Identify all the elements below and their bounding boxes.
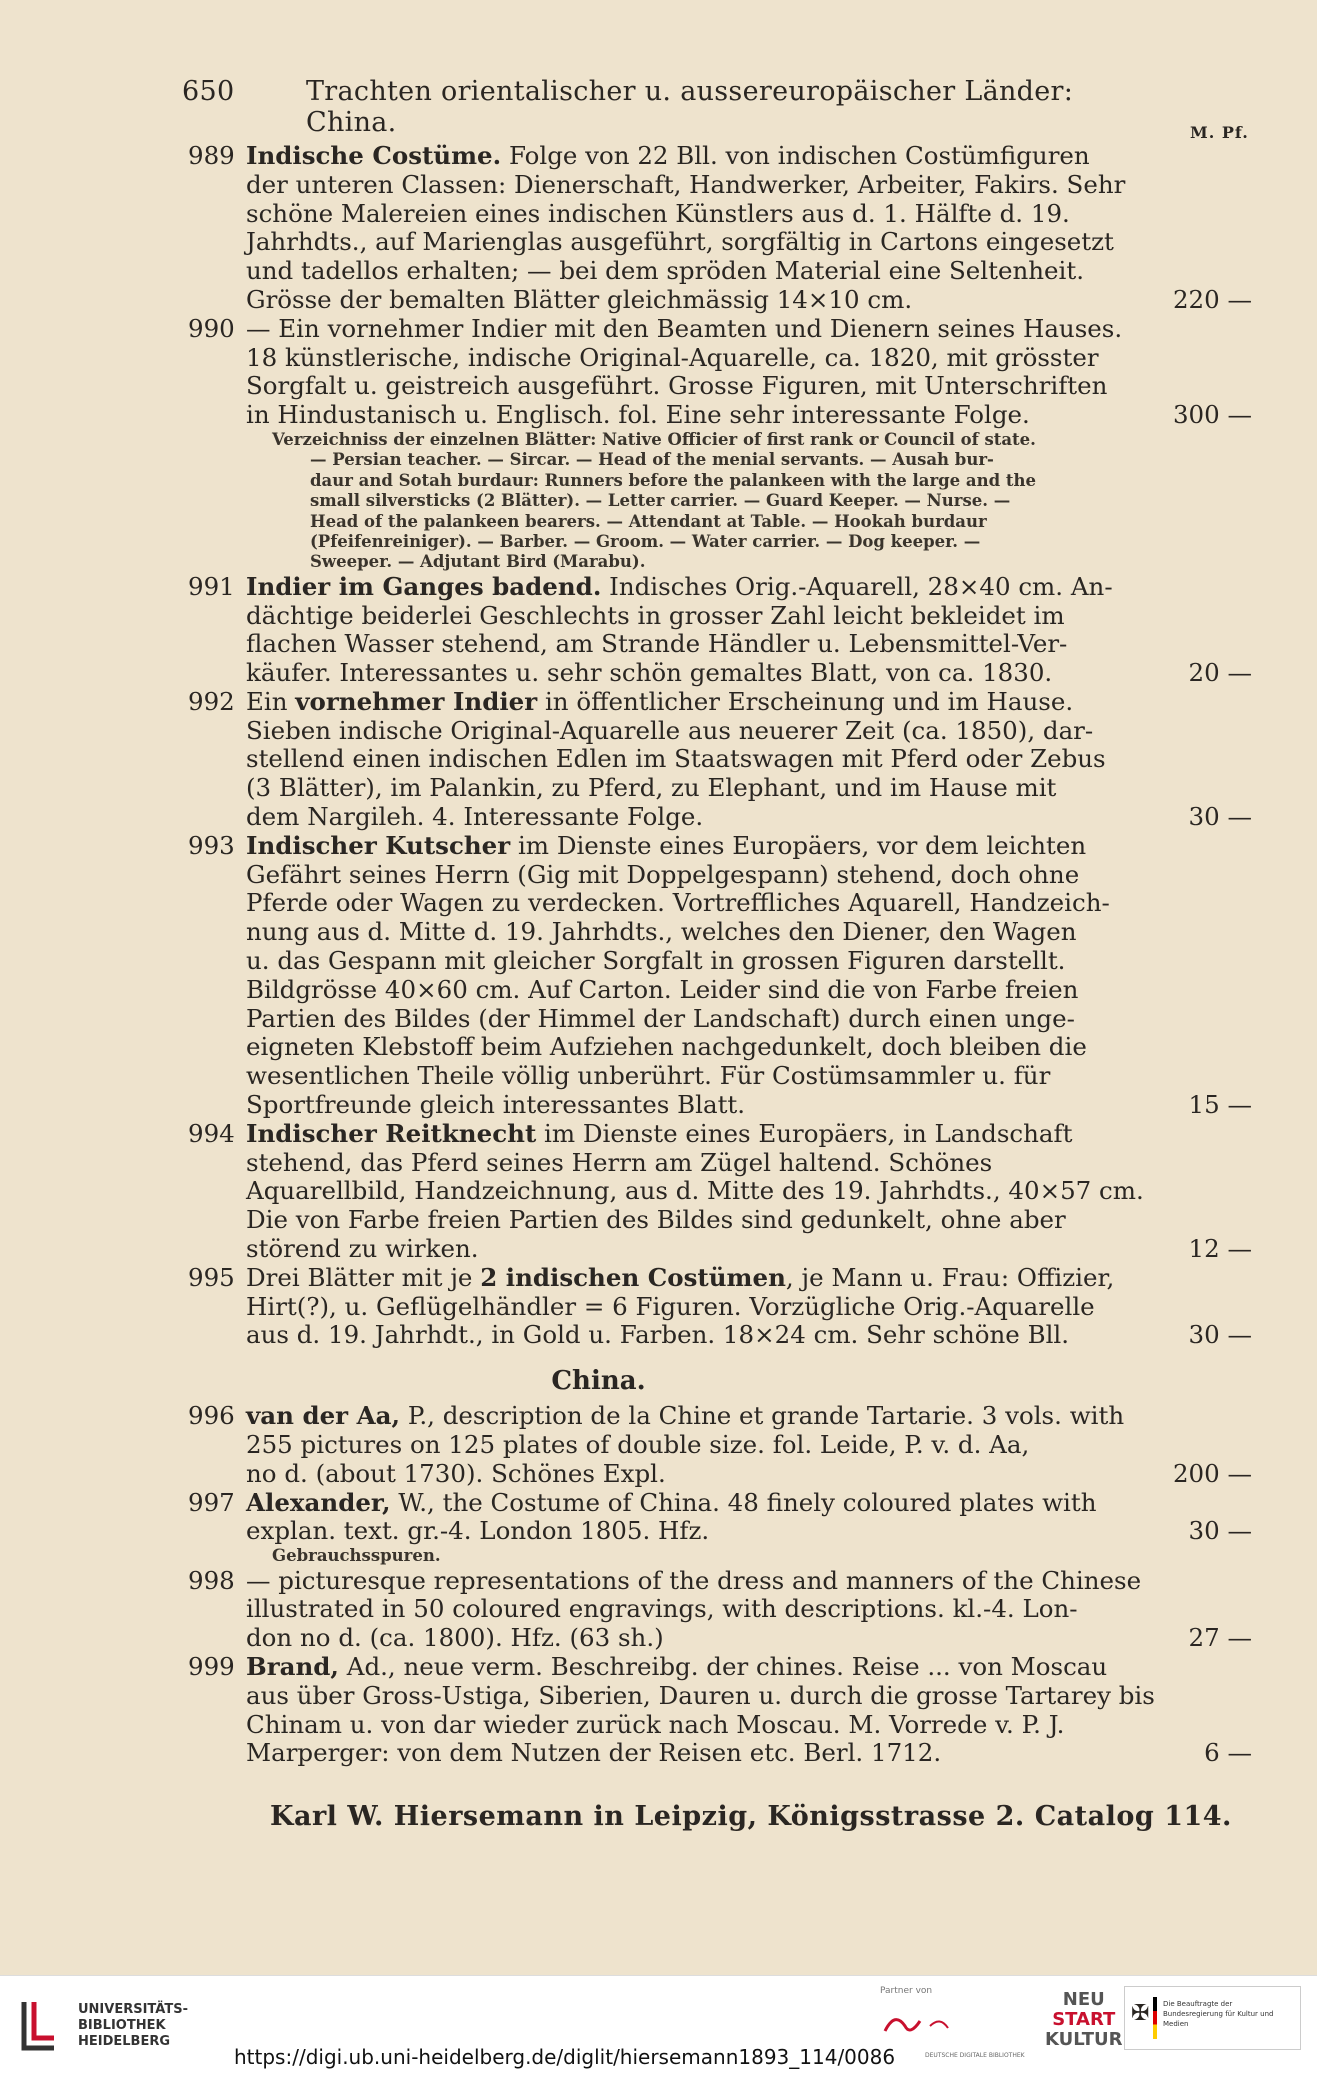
entry-number: 998 — [188, 1565, 235, 1595]
entry-line — [0, 171, 1317, 200]
entry-description: Sorgfalt u. geistreich ausgeführt. Grosse Figuren, mit Unterschriften — [246, 371, 1108, 401]
entry-description: Marperger: von dem Nutzen der Reisen etc. Berl. 1712. — [246, 1738, 942, 1768]
entry-description: — Ein vornehmer Indier mit den Beamten und Dienern seines Hauses. — [246, 313, 1123, 343]
entry-line — [0, 1005, 1317, 1034]
entry-note-text: Gebrauchsspuren. — [272, 1546, 441, 1566]
entry-price: 30 — — [1188, 802, 1252, 832]
entry-line — [0, 745, 1317, 774]
entry-line — [0, 630, 1317, 659]
entry-description: (3 Blätter), im Palankin, zu Pferd, zu Elephant, und im Hause mit — [246, 773, 1057, 803]
entry-line — [0, 832, 1317, 861]
entry-note-text: daur and Sotah burdaur: Runners before the palankeen with the large and the — [310, 470, 1037, 490]
entry-text — [246, 1033, 1087, 1062]
entry-description: Sportfreunde gleich interessantes Blatt. — [246, 1090, 746, 1120]
catalog-entry — [0, 1402, 1317, 1488]
currency-header: M. Pf. — [1190, 123, 1249, 142]
entry-description: Gefährt seines Herrn (Gig mit Doppelgespann) stehend, doch ohne — [246, 859, 1080, 889]
entry-number: 997 — [188, 1487, 235, 1517]
entry-line — [0, 344, 1317, 373]
entry-text — [246, 1091, 745, 1120]
entry-text — [246, 659, 1052, 688]
entry-description: Die von Farbe freien Partien des Bildes sind gedunkelt, ohne aber — [246, 1205, 1066, 1235]
entry-number: 995 — [188, 1262, 235, 1292]
entry-text — [246, 1293, 1095, 1322]
entry-description: dächtige beiderlei Geschlechts in grosser Zahl leicht bekleidet im — [246, 600, 1065, 630]
entry-description: im Dienste eines Europäers, vor dem leichten — [510, 830, 1087, 860]
entry-title: Indischer Reitknecht — [246, 1118, 537, 1148]
catalog-entry — [0, 142, 1317, 315]
entry-text — [246, 1595, 1078, 1624]
entry-text — [246, 1624, 664, 1653]
entry-line — [0, 1177, 1317, 1206]
entry-text — [246, 1460, 666, 1489]
entry-note — [0, 552, 1317, 572]
entry-line — [0, 1120, 1317, 1149]
entry-text — [246, 200, 1070, 229]
entry-title: vornehmer Indier — [295, 686, 538, 716]
ddb-caption: DEUTSCHE DIGITALE BIBLIOTHEK — [925, 2052, 1025, 2059]
entry-line — [0, 1517, 1317, 1546]
entry-line — [0, 1711, 1317, 1740]
entry-description: Drei Blätter mit je — [246, 1262, 481, 1292]
entry-description: störend zu wirken. — [246, 1234, 479, 1264]
entry-text — [246, 573, 1113, 602]
entry-text — [246, 1206, 1066, 1235]
entry-line — [0, 372, 1317, 401]
entry-description: u. das Gespann mit gleicher Sorgfalt in grossen Figuren darstellt. — [246, 946, 1066, 976]
catalog-entry — [0, 1489, 1317, 1567]
entry-text — [246, 1739, 941, 1768]
entry-description: Bildgrösse 40×60 cm. Auf Carton. Leider sind die von Farbe freien — [246, 974, 1079, 1004]
entry-line — [0, 889, 1317, 918]
entry-line — [0, 1206, 1317, 1235]
entry-text — [246, 1062, 1050, 1091]
entry-line — [0, 1321, 1317, 1350]
entry-text — [246, 344, 1099, 373]
entry-line — [0, 1489, 1317, 1518]
entry-description: Partien des Bildes (der Himmel der Landschaft) durch einen unge- — [246, 1003, 1075, 1033]
entry-line — [0, 1091, 1317, 1120]
entry-description: flachen Wasser stehend, am Strande Händler u. Lebensmittel-Ver- — [246, 629, 1068, 659]
entry-description: in Hindustanisch u. Englisch. fol. Eine sehr interessante Folge. — [246, 400, 1030, 430]
entry-line — [0, 1033, 1317, 1062]
entry-text — [246, 171, 1125, 200]
entry-line — [0, 1062, 1317, 1091]
entry-title: Indier im Ganges badend. — [246, 571, 602, 601]
entry-description: 255 pictures on 125 plates of double size. fol. Leide, P. v. d. Aa, — [246, 1430, 1030, 1460]
entry-text — [246, 774, 1056, 803]
entry-price: 20 — — [1188, 658, 1252, 688]
entry-description: Grösse der bemalten Blätter gleichmässig 14×10 cm. — [246, 284, 913, 314]
entry-description: explan. text. gr.-4. London 1805. Hfz. — [246, 1516, 710, 1546]
entry-description: Hirt(?), u. Geflügelhändler = 6 Figuren. Vorzügliche Orig.-Aquarelle — [246, 1291, 1095, 1321]
entry-line — [0, 1460, 1317, 1489]
entry-description: aus über Gross-Ustiga, Siberien, Dauren u. durch die grosse Tartarey bis — [246, 1680, 1155, 1710]
entry-number: 994 — [188, 1118, 235, 1148]
entry-description: wesentlichen Theile völlig unberührt. Für Costümsammler u. für — [246, 1061, 1051, 1091]
entry-line — [0, 947, 1317, 976]
entry-text — [246, 1005, 1075, 1034]
header-title: Trachten orientalischer u. aussereuropäischer Länder: China. — [306, 76, 1074, 138]
entry-note — [0, 471, 1317, 491]
entry-description: 18 künstlerische, indische Original-Aquarelle, ca. 1820, mit grösster — [246, 342, 1099, 372]
entry-line — [0, 286, 1317, 315]
entry-description: Pferde oder Wagen zu verdecken. Vortreffliches Aquarell, Handzeich- — [246, 888, 1110, 918]
catalog-entry — [0, 832, 1317, 1120]
entry-title: van der Aa, — [246, 1401, 401, 1431]
entry-description: Ad., neue verm. Beschreibg. der chines. Reise ... von Moscau — [338, 1651, 1108, 1681]
entry-line — [0, 1431, 1317, 1460]
entry-price: 27 — — [1188, 1623, 1252, 1653]
entry-line — [0, 573, 1317, 602]
entry-text — [246, 1177, 1144, 1206]
entry-text — [246, 1402, 1124, 1431]
catalog-entry — [0, 1653, 1317, 1768]
entry-price: 220 — — [1172, 284, 1252, 314]
entry-text — [246, 1120, 1072, 1149]
entry-text — [246, 315, 1122, 344]
entry-text — [246, 1149, 992, 1178]
entry-line — [0, 976, 1317, 1005]
catalog-entry — [0, 1264, 1317, 1350]
entry-line — [0, 688, 1317, 717]
entry-price: 30 — — [1188, 1320, 1252, 1350]
entry-description: stellend einen indischen Edlen im Staatswagen mit Pferd oder Zebus — [246, 744, 1106, 774]
entry-text — [246, 1517, 709, 1546]
entry-line — [0, 1149, 1317, 1178]
entry-note-text: Head of the palankeen bearers. — Attendant at Table. — Hookah burdaur — [310, 511, 987, 531]
entry-note — [0, 430, 1317, 450]
entry-description: dem Nargileh. 4. Interessante Folge. — [246, 802, 704, 832]
entry-line — [0, 228, 1317, 257]
entry-text — [246, 976, 1078, 1005]
entry-note — [0, 532, 1317, 552]
entry-price: 200 — — [1172, 1458, 1252, 1488]
entry-text — [246, 889, 1110, 918]
entry-line — [0, 861, 1317, 890]
entry-line — [0, 1235, 1317, 1264]
entry-note — [0, 450, 1317, 470]
entry-line — [0, 803, 1317, 832]
entry-text — [246, 1489, 1097, 1518]
entry-description: W., the Costume of China. 48 finely coloured plates with — [390, 1487, 1097, 1517]
entry-text — [246, 1264, 1114, 1293]
entry-line — [0, 1264, 1317, 1293]
entry-text — [246, 717, 1093, 746]
entry-text — [246, 1321, 1069, 1350]
entry-text — [246, 861, 1079, 890]
entry-note-text: Verzeichniss der einzelnen Blätter: Native Officier of first rank or Council of state. — [272, 429, 1036, 449]
entry-price: 300 — — [1172, 400, 1252, 430]
entry-line — [0, 774, 1317, 803]
entry-description: aus d. 19. Jahrhdt., in Gold u. Farben. 18×24 cm. Sehr schöne Bll. — [246, 1320, 1070, 1350]
entry-description: Jahrhdts., auf Marienglas ausgeführt, sorgfältig in Cartons eingesetzt — [246, 227, 1114, 257]
entry-text — [246, 1567, 1141, 1596]
entry-description: Aquarellbild, Handzeichnung, aus d. Mitte des 19. Jahrhdts., 40×57 cm. — [246, 1176, 1144, 1206]
entry-text — [246, 1711, 1064, 1740]
entry-title: Indischer Kutscher — [246, 830, 511, 860]
university-library-name: UNIVERSITÄTS- BIBLIOTHEK HEIDELBERG — [78, 2002, 188, 2049]
neustart-kultur-logo[interactable]: NEU START KULTUR — [1045, 1989, 1123, 2050]
entry-description: und tadellos erhalten; — bei dem spröden Material eine Seltenheit. — [246, 256, 1085, 286]
entry-text — [246, 401, 1030, 430]
entry-price: 15 — — [1188, 1090, 1252, 1120]
entry-line — [0, 659, 1317, 688]
entry-text — [246, 947, 1065, 976]
entry-description: illustrated in 50 coloured engravings, with descriptions. kl.-4. Lon- — [246, 1594, 1078, 1624]
entry-text — [246, 630, 1067, 659]
entry-line — [0, 1402, 1317, 1431]
entry-text — [246, 228, 1114, 257]
entry-text — [246, 1653, 1107, 1682]
entry-description: — picturesque representations of the dress and manners of the Chinese — [246, 1565, 1142, 1595]
entry-description: im Dienste eines Europäers, in Landschaft — [536, 1118, 1073, 1148]
entry-description: nung aus d. Mitte d. 19. Jahrhdts., welches den Diener, den Wagen — [246, 917, 1077, 947]
ddb-logo-icon[interactable] — [880, 2006, 960, 2046]
federal-eagle-icon: ✠ — [1131, 2001, 1150, 2026]
entry-note-text: — Persian teacher. — Sircar. — Head of the menial servants. — Ausah bur- — [310, 450, 994, 470]
entry-line — [0, 918, 1317, 947]
entry-number: 993 — [188, 830, 235, 860]
catalog-entry — [0, 573, 1317, 688]
entry-number: 991 — [188, 571, 235, 601]
entry-text — [246, 142, 1090, 171]
page-number: 650 — [182, 76, 235, 107]
entry-text — [246, 832, 1086, 861]
entry-text — [246, 1682, 1155, 1711]
entry-title: Alexander, — [246, 1487, 391, 1517]
german-flag-icon — [1153, 1997, 1157, 2039]
entry-number: 999 — [188, 1651, 235, 1681]
entry-line — [0, 1624, 1317, 1653]
entry-line — [0, 1653, 1317, 1682]
entry-description: no d. (about 1730). Schönes Expl. — [246, 1458, 666, 1488]
entry-text — [246, 1431, 1029, 1460]
entry-number: 992 — [188, 686, 235, 716]
entry-description: eigneten Klebstoff beim Aufziehen nachgedunkelt, doch bleiben die — [246, 1032, 1087, 1062]
entry-description: Sieben indische Original-Aquarelle aus neuerer Zeit (ca. 1850), dar- — [246, 715, 1094, 745]
entry-title: Brand, — [246, 1651, 339, 1681]
publisher-footer: Karl W. Hiersemann in Leipzig, Königsstrasse 2. Catalog 114. — [270, 1801, 1232, 1832]
entry-price: 12 — — [1188, 1234, 1252, 1264]
catalog-entry — [0, 688, 1317, 832]
entry-text — [246, 286, 912, 315]
entry-line — [0, 200, 1317, 229]
entry-number: 989 — [188, 141, 235, 170]
entry-title: 2 indischen Costümen — [480, 1262, 786, 1292]
entry-description: käufer. Interessantes u. sehr schön gemaltes Blatt, von ca. 1830. — [246, 658, 1053, 688]
entry-description: don no d. (ca. 1800). Hfz. (63 sh.) — [246, 1623, 664, 1653]
entry-description: der unteren Classen: Dienerschaft, Handwerker, Arbeiter, Fakirs. Sehr — [246, 169, 1126, 199]
entry-note-text: Sweeper. — Adjutant Bird (Marabu). — [310, 552, 646, 572]
entry-price: 6 — — [1204, 1738, 1252, 1768]
entry-text — [246, 745, 1106, 774]
entry-description: Ein — [246, 686, 296, 716]
section-heading: China. — [551, 1366, 646, 1397]
catalog-entries — [0, 142, 1317, 1768]
entry-line — [0, 1293, 1317, 1322]
entry-text — [246, 688, 1073, 717]
entry-note — [0, 1546, 1317, 1566]
entry-line — [0, 142, 1317, 171]
entry-line — [0, 602, 1317, 631]
university-library-logo-icon[interactable] — [12, 1998, 66, 2052]
entry-description: schöne Malereien eines indischen Künstlers aus d. 1. Hälfte d. 19. — [246, 198, 1070, 228]
catalog-entry — [0, 315, 1317, 573]
entry-line — [0, 315, 1317, 344]
entry-description: Folge von 22 Bll. von indischen Costümfiguren — [501, 141, 1090, 170]
entry-description: in öffentlicher Erscheinung und im Hause. — [537, 686, 1074, 716]
page-url[interactable]: https://digi.ub.uni-heidelberg.de/diglit/hiersemann1893_114/0086 — [234, 2045, 896, 2069]
entry-line — [0, 401, 1317, 430]
entry-text — [246, 257, 1084, 286]
entry-text — [246, 372, 1107, 401]
entry-description: stehend, das Pferd seines Herrn am Zügel haltend. Schönes — [246, 1147, 993, 1177]
entry-note-text: small silversticks (2 Blätter). — Letter carrier. — Guard Keeper. — Nurse. — — [310, 491, 1011, 511]
entry-note — [0, 491, 1317, 511]
entry-line — [0, 257, 1317, 286]
partner-label: Partner von — [880, 1986, 933, 1996]
entry-description: Indisches Orig.-Aquarell, 28×40 cm. An- — [601, 571, 1113, 601]
catalog-entry — [0, 1567, 1317, 1653]
entry-description: Chinam u. von dar wieder zurück nach Moscau. M. Vorrede v. P. J. — [246, 1709, 1065, 1739]
entry-note — [0, 512, 1317, 532]
entry-text — [246, 602, 1065, 631]
entry-price: 30 — — [1188, 1516, 1252, 1546]
entry-line — [0, 1739, 1317, 1768]
entry-number: 990 — [188, 313, 235, 343]
entry-number: 996 — [188, 1401, 235, 1431]
entry-description: P., description de la Chine et grande Tartarie. 3 vols. with — [400, 1401, 1125, 1431]
entry-line — [0, 1567, 1317, 1596]
entry-description: , je Mann u. Frau: Offizier, — [785, 1262, 1115, 1292]
entry-text — [246, 803, 703, 832]
entry-line — [0, 1682, 1317, 1711]
entry-line — [0, 1595, 1317, 1624]
entry-title: Indische Costüme. — [246, 141, 502, 170]
catalog-entry — [0, 1120, 1317, 1264]
entry-note-text: (Pfeifenreiniger). — Barber. — Groom. — Water carrier. — Dog keeper. — — [310, 531, 981, 551]
entry-text — [246, 1235, 479, 1264]
bkm-logo[interactable]: ✠ Die Beauftragte der Bundesregierung für Kultur und Medien — [1124, 1986, 1301, 2050]
entry-text — [246, 918, 1077, 947]
entry-line — [0, 717, 1317, 746]
